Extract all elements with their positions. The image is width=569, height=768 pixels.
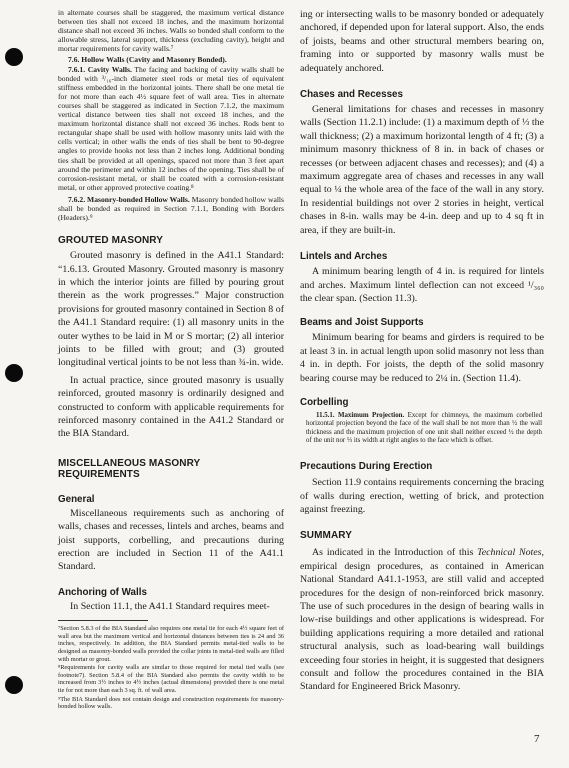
footnote-7: ⁷Section 5.8.3 of the BIA Standard also requires one metal tie for each 4½ square feet of wall area but the maximum vertical and horizontal distances between ties is 24 and 36 inches, respectively. In addition, the BIA Standard permits metal-tied walls to be designed as masonry-bonded walls provided the collar joints in metal-tied walls are filled with mortar or grout.: [58, 625, 284, 663]
footnote-9: ⁹The BIA Standard does not contain design and construction requirements for masonry-bonded hollow walls.: [58, 695, 284, 711]
anchoring-paragraph: In Section 11.1, the A41.1 Standard requires meet-: [70, 600, 270, 612]
binder-hole-top: [5, 48, 23, 66]
chases-heading: Chases and Recesses: [300, 89, 403, 101]
footnote-rule: [58, 620, 148, 621]
summary-emphasis: Technical Notes: [477, 547, 542, 559]
beams-heading: Beams and Joist Supports: [300, 317, 424, 329]
section-7-6-1-title: 7.6.1. Cavity Walls.: [68, 64, 132, 74]
section-7-6-2-text: Masonry bonded hollow walls shall be bonded as required in Section 7.1.1, Bonding with Borders (Headers).⁹: [58, 194, 284, 223]
general-heading: General: [58, 493, 95, 505]
section-7-6-1-text: The facing and backing of cavity walls shall be bonded with ³/₁₆-inch diameter steel rods or metal ties of equivalent stiffness embedded in the horizontal joints. There shall be one metal tie for not more than each 4½ square feet of wall area. Ties in alternate courses shall be staggered as indicated in Section 7.1.2, the maximum vertical distance between ties shall not exceed 18 inches, and the maximum horizontal distance shall not exceed 36 inches. Rods bent to rectangular shape shall be used with hollow masonry units laid with the cells vertical; in other walls the ends of ties shall be bent to 90-degree angles to provide hooks not less than 2 inches long. Additional bonding ties shall be provided at all openings, spaced not more than 3 feet apart around the perimeter and within 12 inches of the opening. Ties shall be of corrosion-resistant metal, or shall be coated with a corrosion-resistant metal, or other approved protective coating.⁸: [58, 64, 284, 192]
intro-paragraph: in alternate courses shall be staggered, the maximum vertical distance between ties shall not exceed 18 inches, and the maximum horizontal distance shall not exceed 36 inches. Walls so bonded shall conform to the allowable stress, lateral support, thickness (excluding cavity), height and mortar requirements for cavity walls.⁷: [58, 8, 284, 54]
left-column: [58, 8, 284, 711]
lintels-heading: Lintels and Arches: [300, 251, 388, 263]
section-7-6-2-title: 7.6.2. Masonry-bonded Hollow Walls.: [68, 194, 190, 204]
summary-text-a: As indicated in the Introduction of this: [312, 547, 478, 559]
summary-heading: SUMMARY: [300, 530, 352, 542]
corbelling-quote: [306, 412, 542, 445]
misc-requirements-heading: MISCELLANEOUS MASONRY REQUIREMENTS: [58, 457, 201, 480]
section-7-6-heading: 7.6. Hollow Walls (Cavity and Masonry Bonded).: [68, 55, 227, 65]
binder-hole-middle: [5, 364, 23, 382]
lintels-paragraph: A minimum bearing length of 4 in. is required for lintels and arches. Maximum lintel deflection can not exceed ¹/₃₆₀ the clear span. (Section 11.3).: [300, 266, 544, 304]
section-7-6-1-paragraph: [58, 65, 284, 192]
section-7-6-2-paragraph: [58, 195, 284, 222]
anchoring-heading: Anchoring of Walls: [58, 586, 147, 598]
summary-paragraph: [300, 546, 544, 693]
corbelling-quote-title: 11.5.1. Maximum Projection.: [316, 411, 405, 419]
anchoring-continued-paragraph: ing or intersecting walls to be masonry bonded or adequately anchored, if depended upon for lateral support. Also, the ends of joists, beams and other structural members bearing on, framing into or supported by masonry walls must be adequately anchored.: [300, 9, 544, 74]
precautions-paragraph: Section 11.9 contains requirements concerning the bracing of walls during erection, wetting of brick, and protection against freezing.: [300, 477, 544, 515]
right-column: [300, 8, 544, 694]
corbelling-quote-text: Except for chimneys, the maximum corbelled horizontal projection beyond the face of the wall shall be not more than ½ the wall thickness and the maximum projection of one unit shall neither exceed ½ the depth of the unit nor ⅓ its width at right angles to the face which is offset.: [306, 411, 543, 444]
summary-text-b: , empirical design procedures, as contained in American National Standard A41.1-1953, are still valid and accepted procedures for the design of non-reinforced brick masonry. The use of such procedures in the design of bearing walls in low-rise buildings and other applications is widespread. For building applications requiring a more detailed and rational structural analysis, such as load-bearing wall buildings exceeding four stories in height, it is suggested that designers consult and follow the procedures contained in the BIA Standard for Engineered Brick Masonry.: [300, 547, 544, 693]
page-number: 7: [534, 733, 540, 745]
footnote-8: ⁸Requirements for cavity walls are similar to those required for metal tied walls (see footnote7). Section 5.8.4 of the BIA Standard also permits the cavity width to be increased from 3½ inches to 4½ inches (actual dimensions) provided there is one metal tie for not more than each 3 sq. ft. of wall area.: [58, 664, 284, 695]
grouted-paragraph-2: In actual practice, since grouted masonry is usually reinforced, grouted masonry is ordinarily designed and constructed to conform with applicable requirements for reinforced masonry contained in the A41.2 Standard or the BIA Standard.: [58, 374, 284, 440]
chases-paragraph: General limitations for chases and recesses in masonry walls (Section 11.2.1) include: (1) a maximum depth of ⅓ the wall thickness; (2) a maximum horizontal length of 4 ft; (3) a minimum masonry thickness of 8 in. in back of chases or recesses (or between adjacent chases and recesses); and (4) a maximum aggregate area of chases and recesses in any wall equal to ¼ the whole area of the face of the wall in any story. In residential buildings not over 2 stories in height, vertical chases in 8-in. walls may be 4-in. deep and up to 4 sq ft in area, if they are built-in.: [300, 104, 544, 236]
corbelling-heading: Corbelling: [300, 396, 349, 408]
precautions-heading: Precautions During Erection: [300, 461, 433, 473]
general-paragraph: Miscellaneous requirements such as anchoring of walls, chases and recesses, lintels and arches, beams and joist supports, corbelling, and precautions during erection are included in Section 11 of the A41.1 Standard.: [58, 507, 284, 573]
beams-paragraph: Minimum bearing for beams and girders is required to be at least 3 in. in actual length upon solid masonry not less than 4 in. in depth. For joists, the depth of the solid masonry bearing course may be reduced to 2¼ in. (Section 11.4).: [300, 332, 544, 384]
grouted-paragraph-1: Grouted masonry is defined in the A41.1 Standard: “1.6.13. Grouted Masonry. Grouted masonry is masonry in which the interior joints are filled by pouring grout therein as the work progresses.” Major construction provisions for grouted masonry contained in Section 8 of the A41.1 Standard require: (1) all masonry units in the outer wythes to be laid in M or S mortar; (2) all interior joints to be filled with grout; and (3) grouted longitudinal vertical joints to be not less than ¾-in. wide.: [58, 250, 284, 369]
binder-hole-bottom: [5, 676, 23, 694]
grouted-masonry-heading: GROUTED MASONRY: [58, 235, 164, 247]
